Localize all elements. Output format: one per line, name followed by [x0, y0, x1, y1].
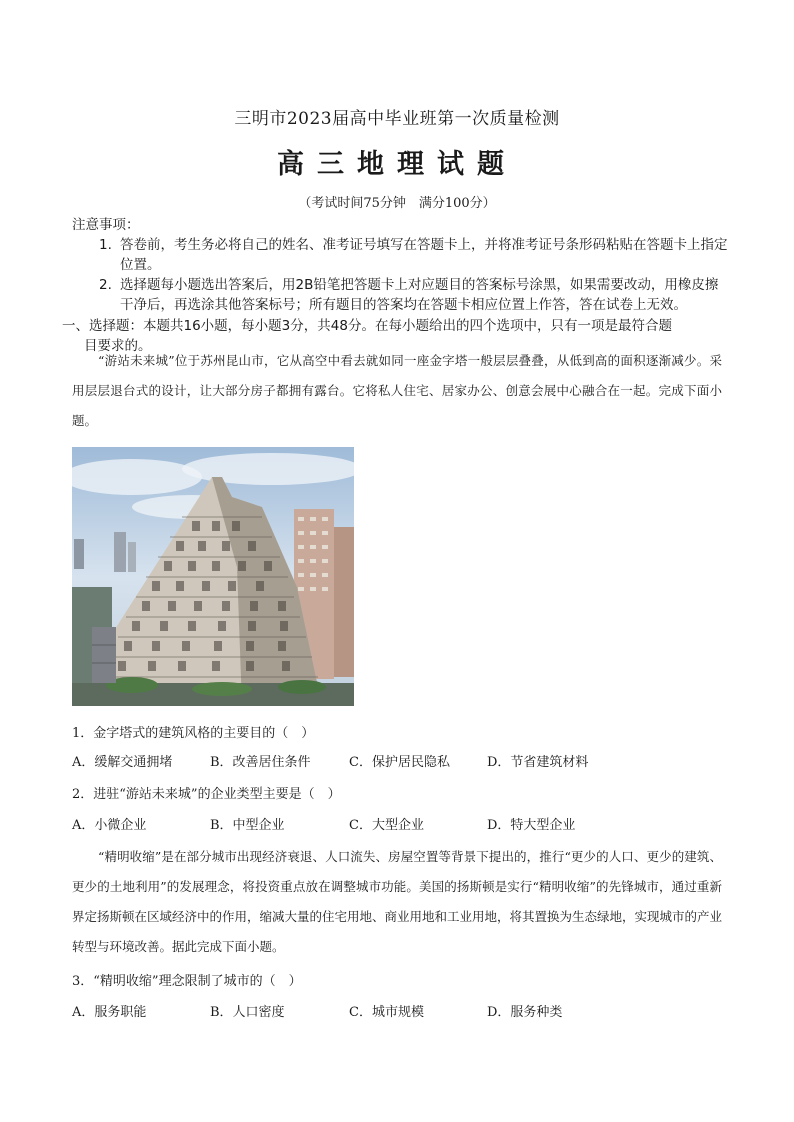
option-b: B．改善居住条件 [210, 755, 311, 770]
exam-title: 高三地理试题 [277, 149, 517, 180]
pyramid-building-photo [72, 447, 354, 706]
passage-smart-shrinkage-text: “精明收缩”是在部分城市出现经济衰退、人口流失、房屋空置等背景下提出的，推行“更少的人口、更少的建筑、更少的土地利用”的发展理念，将投资重点放在调整城市功能。美国的扬斯顿是实行“精明收缩”的先锋城市，通过重新界定扬斯顿在区域经济中的作用，缩减大量的住宅用地、商业用地和工业用地，将其置换为生态绿地，实现城市的产业转型与环境改善。据此完成下面小题。 [72, 849, 723, 954]
option-a: A．服务职能 [72, 1005, 147, 1020]
notice-item-number: 1. [99, 237, 112, 253]
question-stem: 1．金字塔式的建筑风格的主要目的（ ） [72, 726, 315, 741]
section-heading-line1: 一、选择题：本题共16小题，每小题3分，共48分。在每小题给出的四个选项中，只有一项是最符合题 [62, 318, 672, 334]
question-stem: 3．“精明收缩”理念限制了城市的（ ） [72, 974, 302, 989]
notice-item [72, 235, 728, 275]
pyramid-building-illustration [72, 447, 354, 706]
exam-info: （考试时间75分钟 满分100分） [298, 196, 496, 211]
option-c: C．保护居民隐私 [349, 755, 450, 770]
notice-item [72, 275, 728, 315]
option-b: B．中型企业 [210, 818, 285, 833]
option-d: D．服务种类 [487, 1005, 563, 1020]
notice-item-text: 答卷前，考生务必将自己的姓名、准考证号填写在答题卡上，并将准考证号条形码粘贴在答题卡上指定位置。 [120, 237, 728, 273]
question-stem: 2．进驻“游站未来城”的企业类型主要是（ ） [72, 787, 341, 802]
notice-item-text: 选择题每小题选出答案后，用2B铅笔把答题卡上对应题目的答案标号涂黑，如果需要改动，用橡皮擦干净后，再选涂其他答案标号；所有题目的答案均在答题卡相应位置上作答，答在试卷上无效。 [120, 277, 719, 313]
notice-item-number: 2. [99, 277, 112, 293]
option-b: B．人口密度 [210, 1005, 285, 1020]
option-c: C．城市规模 [349, 1005, 424, 1020]
passage-youzhan-text: “游站未来城”位于苏州昆山市，它从高空中看去就如同一座金字塔一般层层叠叠，从低到高的面积逐渐减少。采用层层退台式的设计，让大部分房子都拥有露台。它将私人住宅、居家办公、创意会展中心融合在一起。完成下面小题。 [72, 353, 722, 428]
option-a: A．缓解交通拥堵 [72, 755, 173, 770]
passage-youzhan [72, 346, 722, 436]
notice-heading: 注意事项： [72, 217, 140, 233]
option-a: A．小微企业 [72, 818, 147, 833]
section-heading-line2: 目要求的。 [84, 338, 152, 354]
exam-subtitle: 三明市2023届高中毕业班第一次质量检测 [234, 109, 560, 129]
passage-smart-shrinkage [72, 842, 722, 962]
option-c: C．大型企业 [349, 818, 424, 833]
option-d: D．特大型企业 [487, 818, 576, 833]
option-d: D．节省建筑材料 [487, 755, 589, 770]
notice-block [72, 215, 728, 315]
